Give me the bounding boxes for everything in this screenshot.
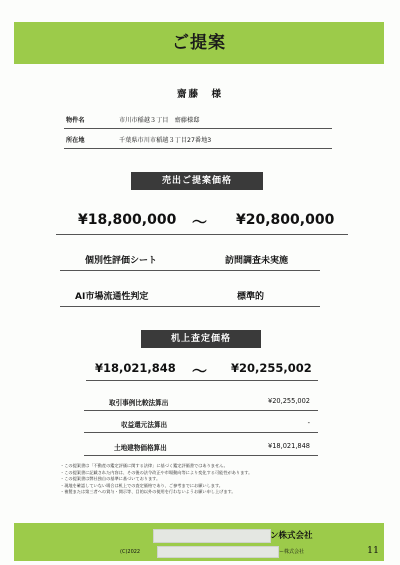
footer-company-name: ン株式会社 xyxy=(270,531,313,541)
method-income-label: 収益還元法算出 xyxy=(121,421,168,429)
redacted-company-name xyxy=(153,529,271,543)
desk-section-title: 机上査定価格 xyxy=(141,330,261,348)
page-title: ご提案 xyxy=(172,33,226,53)
property-address-label: 所在地 xyxy=(66,137,85,144)
copyright-prefix: (C)2022 xyxy=(120,549,141,555)
method-comparison-label: 取引事例比較法算出 xyxy=(109,399,169,407)
sale-section-title: 売出ご提案価格 xyxy=(131,172,263,190)
method-comparison-value: ¥20,255,002 xyxy=(268,397,310,405)
ai-eval-value: 標準的 xyxy=(237,292,265,302)
redacted-copyright-holder xyxy=(157,546,279,558)
property-name-label: 物件名 xyxy=(66,117,85,124)
method-cost-underline xyxy=(84,455,318,456)
desk-price-underline xyxy=(86,380,318,381)
sale-price-tilde: ～ xyxy=(192,213,208,231)
sale-price-underline xyxy=(56,234,348,235)
property-address-value: 千葉県市川市稲越３丁目27番地3 xyxy=(119,137,212,144)
property-name-value: 市川市稲越３丁目 齋藤様邸 xyxy=(119,117,200,124)
page-number: 11 xyxy=(367,545,380,556)
method-comparison-underline xyxy=(84,410,318,411)
individual-eval-underline xyxy=(60,270,320,271)
disclaimer-note: ・現地を確認していない場合は机上での査定価格であり、ご参考までにお願いします。 xyxy=(60,482,223,488)
customer-name: 齋藤 様 xyxy=(176,89,223,100)
desk-price-high: ¥20,255,002 xyxy=(231,361,312,375)
property-name-row xyxy=(64,110,332,129)
method-income-value: - xyxy=(307,419,310,427)
disclaimer-note: ・この提案書は「不動産の鑑定評価に関する法律」に基づく鑑定評価書ではありません。 xyxy=(60,463,228,468)
disclaimer-note: ・複製または第三者への貸与・開示等、目的以外の使用を行わないようお願い申し上げます。 xyxy=(60,489,236,495)
copyright-suffix: ー株式会社 xyxy=(279,549,305,555)
sale-price-low: ¥18,800,000 xyxy=(78,212,177,228)
ai-eval-label: AI市場流通性判定 xyxy=(75,292,149,302)
method-income-underline xyxy=(84,432,318,433)
disclaimer-note: ・この提案書に記載された内容は、その後の法令改正や市場動向等により変化する可能性があります。 xyxy=(60,469,253,475)
property-address-row xyxy=(64,130,332,149)
disclaimer-notes xyxy=(60,463,360,496)
desk-price-tilde: ～ xyxy=(192,362,208,380)
method-cost-label: 土地建物価格算出 xyxy=(114,444,167,452)
ai-eval-underline xyxy=(60,306,320,307)
sale-price-high: ¥20,800,000 xyxy=(236,212,335,228)
disclaimer-note: ・この提案書は弊社独自の基準に基づいております。 xyxy=(60,476,161,482)
desk-price-low: ¥18,021,848 xyxy=(95,361,176,375)
individual-eval-label: 個別性評価シート xyxy=(85,256,158,266)
method-cost-value: ¥18,021,848 xyxy=(268,442,310,450)
individual-eval-value: 訪問調査未実施 xyxy=(225,256,289,266)
